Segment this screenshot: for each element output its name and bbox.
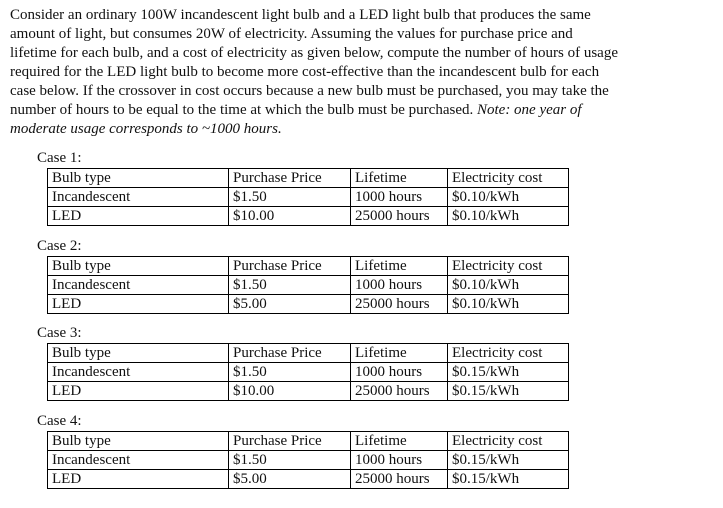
header-electricity-cost: Electricity cost <box>448 344 569 363</box>
cell-lifetime: 1000 hours <box>351 363 448 382</box>
header-bulb-type: Bulb type <box>48 169 229 188</box>
header-bulb-type: Bulb type <box>48 432 229 451</box>
header-bulb-type: Bulb type <box>48 257 229 276</box>
table-row <box>48 295 569 314</box>
cell-purchase-price: $10.00 <box>229 382 351 401</box>
cell-electricity-cost: $0.10/kWh <box>448 207 569 226</box>
header-lifetime: Lifetime <box>351 344 448 363</box>
header-electricity-cost: Electricity cost <box>448 432 569 451</box>
table-row <box>48 382 569 401</box>
header-purchase-price: Purchase Price <box>229 432 351 451</box>
problem-statement <box>10 6 700 139</box>
header-purchase-price: Purchase Price <box>229 344 351 363</box>
cell-electricity-cost: $0.10/kWh <box>448 276 569 295</box>
cell-lifetime: 25000 hours <box>351 207 448 226</box>
cell-purchase-price: $10.00 <box>229 207 351 226</box>
header-lifetime: Lifetime <box>351 257 448 276</box>
cell-purchase-price: $1.50 <box>229 276 351 295</box>
case-label: Case 1: <box>37 150 82 166</box>
case-table <box>47 168 569 226</box>
cell-purchase-price: $1.50 <box>229 188 351 207</box>
intro-line-2: amount of light, but consumes 20W of electricity. Assuming the values for purchase price and <box>10 26 573 42</box>
cell-electricity-cost: $0.15/kWh <box>448 363 569 382</box>
cell-electricity-cost: $0.15/kWh <box>448 451 569 470</box>
cell-electricity-cost: $0.15/kWh <box>448 470 569 489</box>
cell-bulb-type: Incandescent <box>48 451 229 470</box>
cell-bulb-type: Incandescent <box>48 188 229 207</box>
case-table <box>47 343 569 401</box>
cell-purchase-price: $1.50 <box>229 451 351 470</box>
cell-lifetime: 25000 hours <box>351 382 448 401</box>
header-electricity-cost: Electricity cost <box>448 257 569 276</box>
case-4 <box>37 412 597 487</box>
case-label: Case 2: <box>37 238 82 254</box>
header-purchase-price: Purchase Price <box>229 257 351 276</box>
cell-bulb-type: Incandescent <box>48 276 229 295</box>
case-1 <box>37 149 597 224</box>
cell-lifetime: 25000 hours <box>351 470 448 489</box>
cell-lifetime: 25000 hours <box>351 295 448 314</box>
table-row <box>48 207 569 226</box>
table-header-row <box>48 432 569 451</box>
header-lifetime: Lifetime <box>351 169 448 188</box>
intro-note-continued: moderate usage corresponds to ~1000 hours. <box>10 121 282 137</box>
cell-lifetime: 1000 hours <box>351 451 448 470</box>
cell-bulb-type: LED <box>48 295 229 314</box>
cell-electricity-cost: $0.15/kWh <box>448 382 569 401</box>
intro-line-6: number of hours to be equal to the time at which the bulb must be purchased. <box>10 102 477 118</box>
case-3 <box>37 324 597 399</box>
case-table <box>47 256 569 314</box>
table-header-row <box>48 344 569 363</box>
cell-lifetime: 1000 hours <box>351 188 448 207</box>
cell-electricity-cost: $0.10/kWh <box>448 295 569 314</box>
intro-line-5: case below. If the crossover in cost occurs because a new bulb must be purchased, you may take the <box>10 83 609 99</box>
cell-purchase-price: $5.00 <box>229 295 351 314</box>
table-row <box>48 363 569 382</box>
table-row <box>48 188 569 207</box>
cell-bulb-type: LED <box>48 470 229 489</box>
header-lifetime: Lifetime <box>351 432 448 451</box>
case-label: Case 4: <box>37 413 82 429</box>
cell-lifetime: 1000 hours <box>351 276 448 295</box>
cell-purchase-price: $1.50 <box>229 363 351 382</box>
header-electricity-cost: Electricity cost <box>448 169 569 188</box>
case-label: Case 3: <box>37 325 82 341</box>
cell-bulb-type: LED <box>48 382 229 401</box>
cell-bulb-type: LED <box>48 207 229 226</box>
case-table <box>47 431 569 489</box>
cell-bulb-type: Incandescent <box>48 363 229 382</box>
header-purchase-price: Purchase Price <box>229 169 351 188</box>
header-bulb-type: Bulb type <box>48 344 229 363</box>
case-2 <box>37 237 597 312</box>
intro-line-3: lifetime for each bulb, and a cost of electricity as given below, compute the number of hours of usage <box>10 45 618 61</box>
intro-note: Note: one year of <box>476 102 582 118</box>
table-row <box>48 276 569 295</box>
table-header-row <box>48 169 569 188</box>
cell-purchase-price: $5.00 <box>229 470 351 489</box>
cell-electricity-cost: $0.10/kWh <box>448 188 569 207</box>
table-header-row <box>48 257 569 276</box>
table-row <box>48 470 569 489</box>
intro-line-4: required for the LED light bulb to become more cost-effective than the incandescent bulb for each <box>10 64 600 80</box>
intro-line-1: Consider an ordinary 100W incandescent light bulb and a LED light bulb that produces the same <box>10 7 591 23</box>
table-row <box>48 451 569 470</box>
